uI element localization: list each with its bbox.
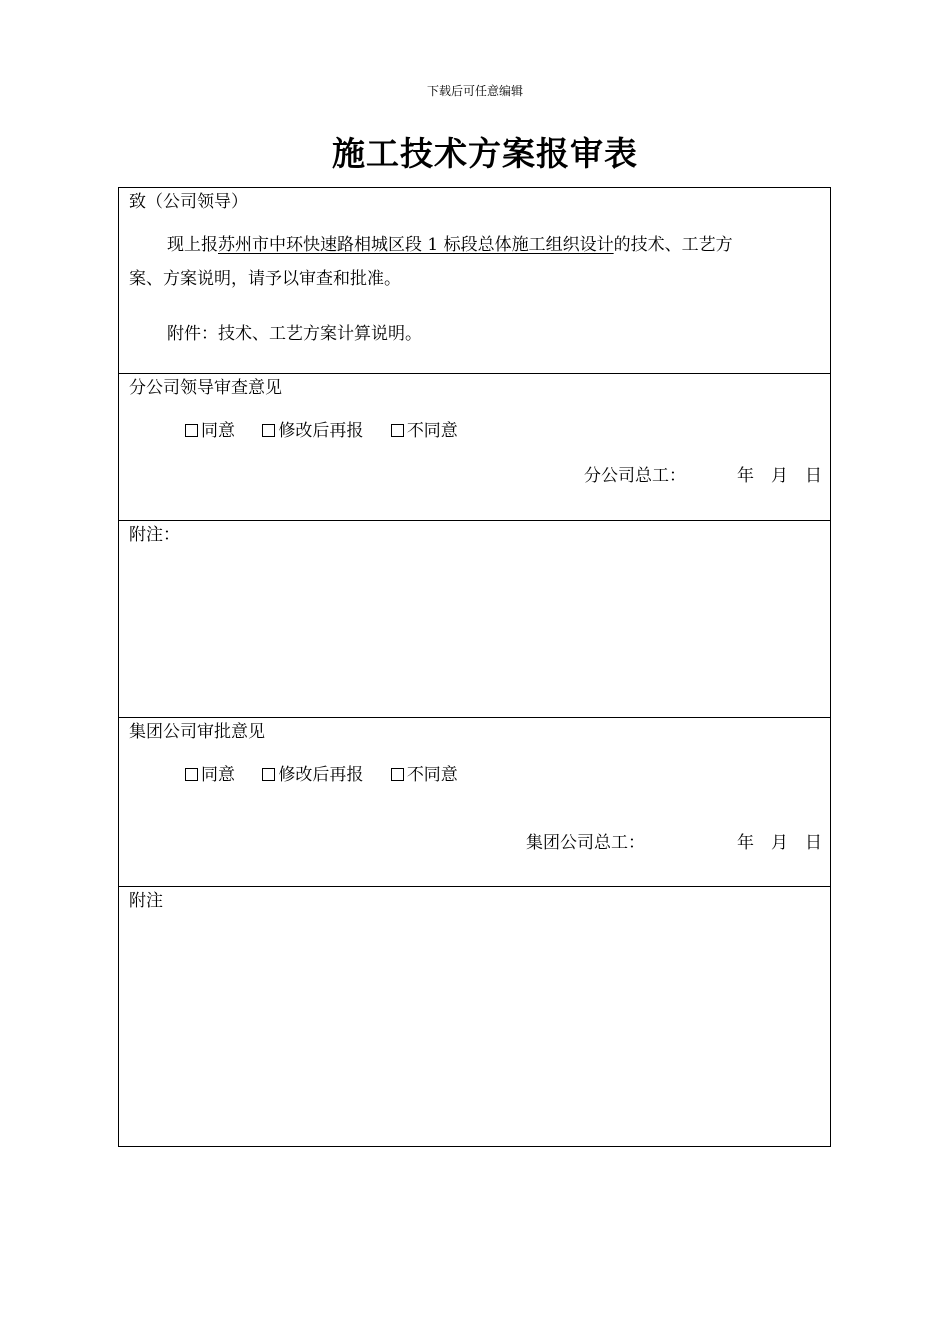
option-disagree[interactable]: 不同意 <box>391 421 458 441</box>
branch-notes-section <box>119 520 830 718</box>
checkbox-icon <box>185 424 198 437</box>
group-approval-options <box>185 764 480 786</box>
branch-review-options <box>185 420 480 442</box>
option-revise-resubmit[interactable]: 修改后再报 <box>262 765 363 785</box>
report-line-1 <box>167 234 733 256</box>
report-prefix: 现上报 <box>167 235 218 255</box>
option-revise-resubmit[interactable]: 修改后再报 <box>262 421 363 441</box>
group-approval-section <box>119 717 830 887</box>
header-note: 下载后可任意编辑 <box>426 84 523 98</box>
branch-review-section <box>119 373 830 521</box>
option-agree[interactable]: 同意 <box>185 421 235 441</box>
report-line-2: 案、方案说明，请予以审查和批准。 <box>129 269 401 289</box>
checkbox-icon <box>391 768 404 781</box>
group-notes-section <box>119 886 830 1147</box>
option-agree[interactable]: 同意 <box>185 765 235 785</box>
attachment-note: 附件：技术、工艺方案计算说明。 <box>167 324 422 344</box>
submission-section <box>119 188 830 373</box>
checkbox-icon <box>391 424 404 437</box>
branch-review-heading: 分公司领导审查意见 <box>129 378 282 398</box>
checkbox-icon <box>262 768 275 781</box>
checkbox-icon <box>262 424 275 437</box>
checkbox-icon <box>185 768 198 781</box>
branch-year: 年 <box>737 466 754 486</box>
group-notes-heading: 附注 <box>129 891 163 911</box>
approval-form <box>118 187 831 1147</box>
group-year: 年 <box>737 833 754 853</box>
document-title: 施工技术方案报审表 <box>332 134 638 173</box>
branch-month: 月 <box>771 466 788 486</box>
group-day: 日 <box>805 833 822 853</box>
group-approval-heading: 集团公司审批意见 <box>129 722 265 742</box>
recipient-label: 致（公司领导） <box>129 192 248 212</box>
branch-day: 日 <box>805 466 822 486</box>
branch-signer-label: 分公司总工： <box>584 466 686 486</box>
report-suffix: 的技术、工艺方 <box>613 235 733 255</box>
option-disagree[interactable]: 不同意 <box>391 765 458 785</box>
branch-notes-heading: 附注： <box>129 525 180 545</box>
project-name: 苏州市中环快速路相城区段 1 标段总体施工组织设计 <box>218 235 614 255</box>
group-month: 月 <box>771 833 788 853</box>
group-signer-label: 集团公司总工： <box>526 833 645 853</box>
